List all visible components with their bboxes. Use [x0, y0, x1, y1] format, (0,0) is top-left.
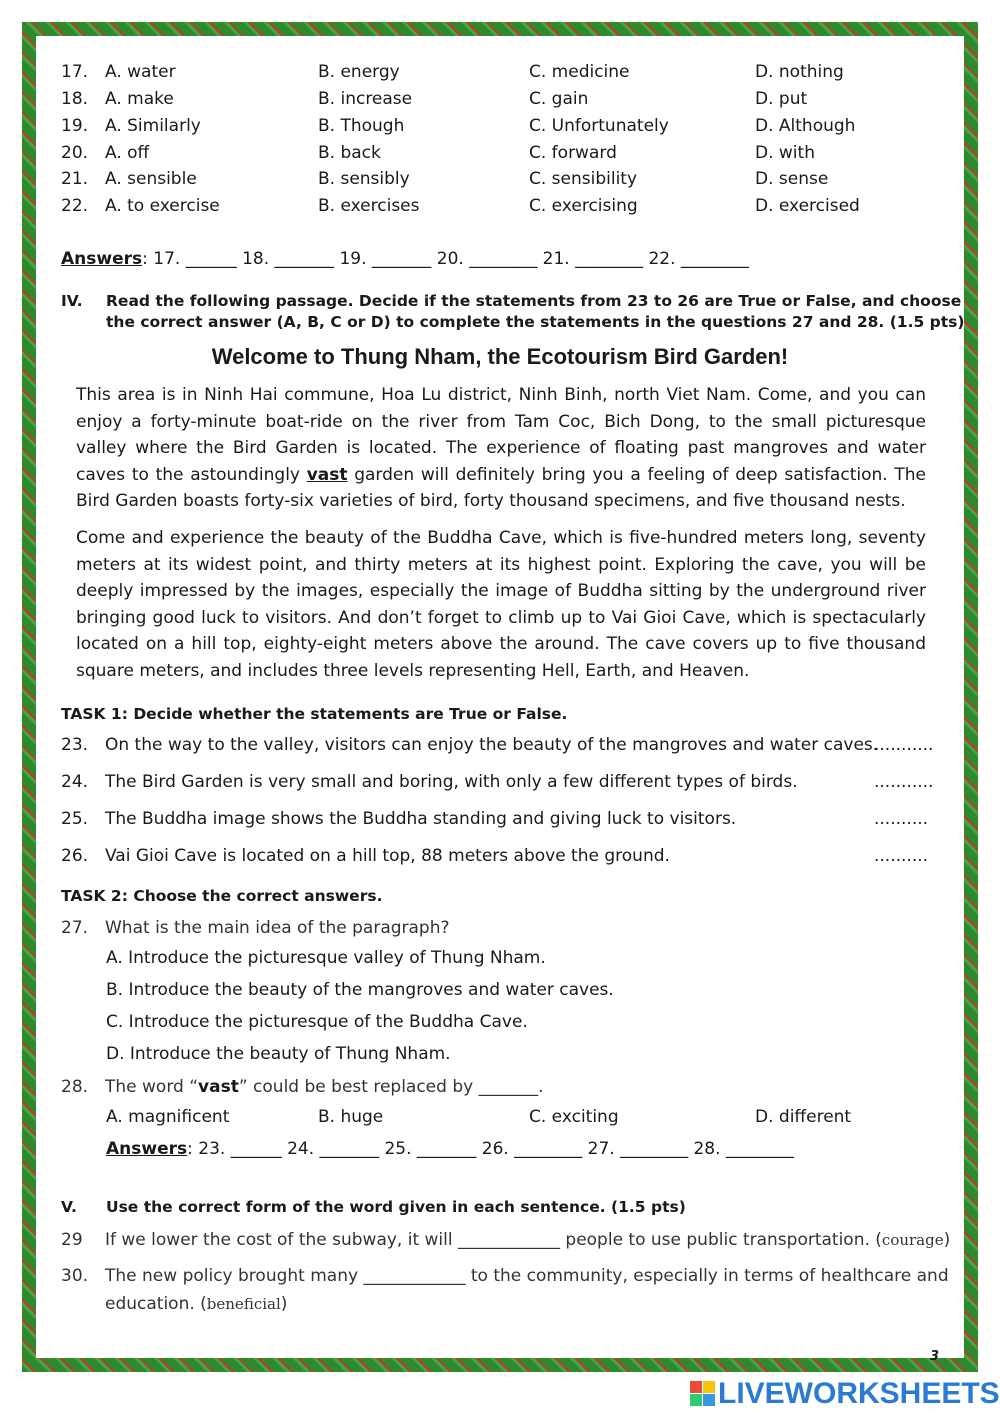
- question-number: 30.: [61, 1266, 89, 1286]
- option-a: A. to exercise: [105, 196, 220, 216]
- question-text-line1: The new policy brought many ____________ to the community, especially in terms of healthcare and: [105, 1266, 949, 1286]
- liveworksheets-logo[interactable]: LIVEWORKSHEETS: [718, 1377, 1000, 1410]
- option-b[interactable]: B. huge: [318, 1107, 384, 1127]
- option-b: B. increase: [318, 89, 413, 109]
- section-number: V.: [61, 1198, 77, 1216]
- option-c: C. sensibility: [529, 169, 638, 189]
- option-c[interactable]: C. exciting: [529, 1107, 619, 1127]
- question-number: 29: [61, 1230, 83, 1250]
- option-d: D. sense: [755, 169, 829, 189]
- question-text-part: ): [280, 1294, 288, 1314]
- option-a: A. water: [105, 62, 176, 82]
- section-instruction-line2: the correct answer (A, B, C or D) to complete the statements in the questions 27 and 28. (1.5 pts): [106, 313, 965, 331]
- answers-label: Answers: [106, 1139, 188, 1159]
- question-text-line2: [105, 1294, 287, 1314]
- option-c: C. medicine: [529, 62, 630, 82]
- option-b: B. back: [318, 143, 381, 163]
- option-c: C. forward: [529, 143, 617, 163]
- question-text-part: If we lower the cost of the subway, it will ____________ people to use public transportation. (: [105, 1230, 882, 1250]
- section-instruction-line1: Read the following passage. Decide if the statements from 23 to 26 are True or False, and choose: [106, 292, 962, 310]
- question-text-part: ): [943, 1230, 951, 1250]
- option-a: A. Similarly: [105, 116, 201, 136]
- task2-title: TASK 2: Choose the correct answers.: [61, 887, 383, 905]
- answer-blank[interactable]: ...........: [874, 735, 934, 755]
- option-b: B. energy: [318, 62, 400, 82]
- highlighted-word: vast: [306, 464, 348, 485]
- answer-blank[interactable]: ..........: [874, 846, 929, 866]
- option-c[interactable]: C. Introduce the picturesque of the Buddha Cave.: [106, 1012, 528, 1032]
- question-text: [105, 1230, 950, 1250]
- option-d: D. Although: [755, 116, 856, 136]
- statement: The Buddha image shows the Buddha standing and giving luck to visitors.: [105, 809, 737, 829]
- answers-line[interactable]: [106, 1139, 794, 1159]
- page-number: 3: [930, 1349, 940, 1364]
- passage-paragraph-2: Come and experience the beauty of the Buddha Cave, which is five-hundred meters long, seventy meters at its widest point, and thirty meters at its highest point. Exploring the cave, you will be deeply impressed by the images, especially the image of Buddha sitting by the underground river bringing good luck to visitors. And don’t forget to climb up to Vai Gioi Cave, which is spectacularly located on a hill top, eighty-eight meters above the around. The cave covers up to five thousand square meters, and includes three levels representing Hell, Earth, and Heaven.: [76, 528, 926, 681]
- question-number: 28.: [61, 1077, 89, 1097]
- question-number: 17.: [61, 62, 89, 82]
- question-text: [105, 1077, 544, 1097]
- answer-blank[interactable]: ...........: [874, 772, 934, 792]
- option-b: B. Though: [318, 116, 405, 136]
- question-text-part: ” could be best replaced by _______.: [238, 1077, 544, 1097]
- paragraph-text: This area is in Ninh Hai commune, Hoa Lu district, Ninh Binh, north Viet Nam. Come, and you can enjoy a forty-minute boat-ride on the river from Tam Coc, Bich Dong, to the small picturesque valley where the Bird Garden is located. The experience of floating past mangroves and water caves to the astoundingly: [76, 385, 926, 485]
- root-word: courage: [881, 1231, 944, 1249]
- paragraph-text: garden will definitely bring you a feeling of deep satisfaction. The Bird Garden boasts forty-six varieties of bird, forty thousand specimens, and five thousand nests.: [76, 464, 926, 512]
- highlighted-word: vast: [198, 1077, 239, 1097]
- option-c: C. Unfortunately: [529, 116, 669, 136]
- option-d[interactable]: D. Introduce the beauty of Thung Nham.: [106, 1044, 451, 1064]
- statement: Vai Gioi Cave is located on a hill top, 88 meters above the ground.: [105, 846, 670, 866]
- option-c: C. gain: [529, 89, 589, 109]
- task1-title: TASK 1: Decide whether the statements are True or False.: [61, 705, 568, 723]
- option-a: A. off: [105, 143, 150, 163]
- liveworksheets-logo-icon: [690, 1381, 716, 1407]
- option-d: D. nothing: [755, 62, 844, 82]
- section-instruction: Use the correct form of the word given in each sentence. (1.5 pts): [106, 1198, 686, 1216]
- option-a[interactable]: A. Introduce the picturesque valley of Thung Nham.: [106, 948, 546, 968]
- passage-title: Welcome to Thung Nham, the Ecotourism Bird Garden!: [211, 344, 789, 369]
- option-a: A. make: [105, 89, 174, 109]
- statement: On the way to the valley, visitors can enjoy the beauty of the mangroves and water caves.: [105, 735, 879, 755]
- question-text: What is the main idea of the paragraph?: [105, 918, 450, 938]
- root-word: beneficial: [206, 1295, 281, 1313]
- section-number: IV.: [61, 292, 83, 310]
- answer-blank[interactable]: ..........: [874, 809, 929, 829]
- option-d: D. put: [755, 89, 808, 109]
- answers-blanks[interactable]: : 17. ______ 18. _______ 19. _______ 20. ________ 21. ________ 22. ________: [142, 249, 749, 269]
- question-text-part: education. (: [105, 1294, 207, 1314]
- question-number: 23.: [61, 735, 89, 755]
- option-b: B. exercises: [318, 196, 420, 216]
- passage-paragraph-1: [76, 382, 926, 515]
- answers-blanks[interactable]: : 23. ______ 24. _______ 25. _______ 26. ________ 27. ________ 28. ________: [187, 1139, 794, 1159]
- question-number: 21.: [61, 169, 89, 189]
- question-number: 27.: [61, 918, 89, 938]
- question-number: 25.: [61, 809, 89, 829]
- question-number: 26.: [61, 846, 89, 866]
- option-b: B. sensibly: [318, 169, 410, 189]
- question-number: 18.: [61, 89, 89, 109]
- option-d: D. exercised: [755, 196, 860, 216]
- option-a: A. sensible: [105, 169, 197, 189]
- question-text-part: The word “: [105, 1077, 199, 1097]
- question-number: 24.: [61, 772, 89, 792]
- question-number: 22.: [61, 196, 89, 216]
- answers-label: Answers: [61, 249, 143, 269]
- question-number: 20.: [61, 143, 89, 163]
- option-c: C. exercising: [529, 196, 638, 216]
- answers-line[interactable]: [61, 249, 749, 269]
- option-a[interactable]: A. magnificent: [106, 1107, 230, 1127]
- option-b[interactable]: B. Introduce the beauty of the mangroves and water caves.: [106, 980, 614, 1000]
- question-number: 19.: [61, 116, 89, 136]
- option-d[interactable]: D. different: [755, 1107, 852, 1127]
- statement: The Bird Garden is very small and boring, with only a few different types of birds.: [105, 772, 798, 792]
- option-d: D. with: [755, 143, 815, 163]
